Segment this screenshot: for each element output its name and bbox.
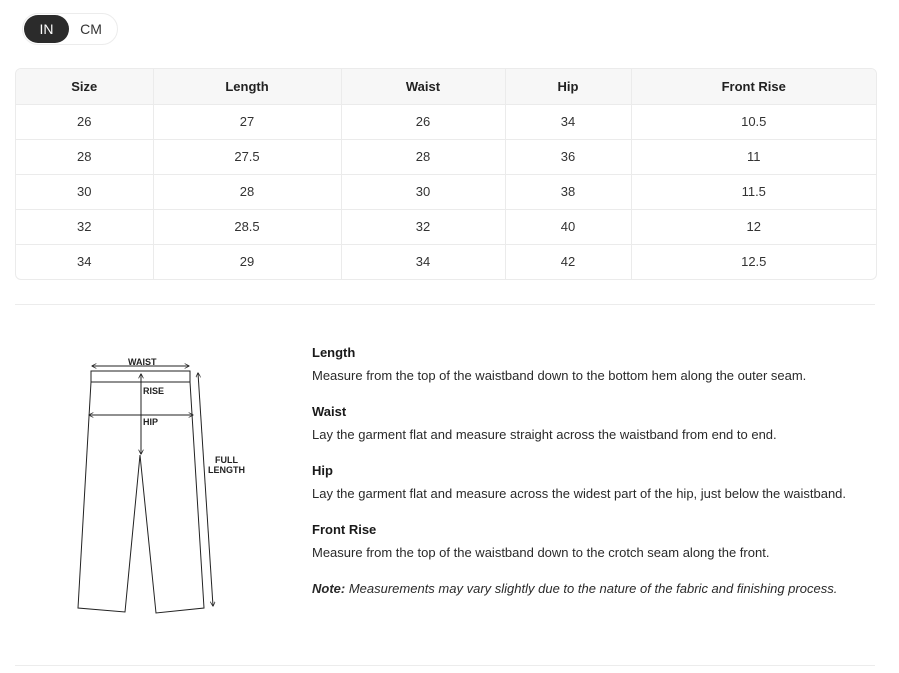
guide-item-front-rise [312,521,872,562]
table-header-row [16,69,876,104]
unit-cm-button[interactable]: CM [69,15,113,43]
hip-label: HIP [143,417,159,427]
table-cell: 30 [341,174,505,209]
section-divider-bottom [15,665,875,666]
table-cell: 11.5 [631,174,876,209]
table-cell: 32 [16,209,153,244]
table-row [16,209,876,244]
table-cell: 12.5 [741,254,767,270]
note-label: Note: [312,581,346,596]
guide-title: Waist [312,404,347,419]
table-cell: 28 [16,139,153,174]
table-cell: 36 [505,139,631,174]
table-cell: 32 [341,209,505,244]
guide-description: Measure from the top of the waistband down to the bottom hem along the outer seam. [312,368,807,383]
guide-title: Front Rise [312,522,377,537]
waist-label: WAIST [128,357,157,367]
header-size: Size [16,69,153,104]
table-row [16,104,876,139]
guide-title: Hip [312,463,333,478]
table-cell: 30 [16,174,153,209]
guide-title: Length [312,345,356,360]
header-front-rise: Front Rise [631,69,876,104]
table-cell: 40 [505,209,631,244]
measurement-note [312,580,872,598]
full-label: FULL [215,455,238,465]
note-text: Measurements may vary slightly due to the nature of the fabric and finishing process. [345,581,838,596]
full-length-arrow [198,373,213,606]
pants-measurement-diagram [70,352,260,620]
table-cell: 11 [631,139,876,174]
table-cell: 26 [341,104,505,139]
table-cell: 28 [153,174,341,209]
guide-item-length [312,344,872,385]
header-length: Length [153,69,341,104]
measurement-guide [312,344,872,598]
length-label: LENGTH [208,465,245,475]
table-cell: 38 [505,174,631,209]
table-cell: 34 [505,104,631,139]
table-cell: 42 [505,244,631,279]
table-cell: 12 [631,209,876,244]
unit-toggle [22,13,118,45]
guide-description: Measure from the top of the waistband down to the crotch seam along the front. [312,545,770,560]
table-row [16,244,876,279]
guide-item-hip [312,462,872,503]
header-waist: Waist [341,69,505,104]
guide-item-waist [312,403,872,444]
table-cell: 27 [153,104,341,139]
rise-label: RISE [143,386,165,396]
guide-description: Lay the garment flat and measure straight across the waistband from end to end. [312,427,777,442]
table-row [16,139,876,174]
table-cell: 26 [16,104,153,139]
table-row [16,174,876,209]
header-hip: Hip [505,69,631,104]
table-cell: 28.5 [153,209,341,244]
table-cell: 34 [341,244,505,279]
table-cell: 28 [341,139,505,174]
table-cell: 29 [153,244,341,279]
table-cell: 27.5 [153,139,341,174]
section-divider-top [15,304,875,305]
guide-description: Lay the garment flat and measure across the widest part of the hip, just below the waistband. [312,486,847,501]
table-cell: 34 [16,244,153,279]
table-cell: 10.5 [631,104,876,139]
size-table [15,68,877,280]
unit-in-button[interactable]: IN [24,15,69,43]
